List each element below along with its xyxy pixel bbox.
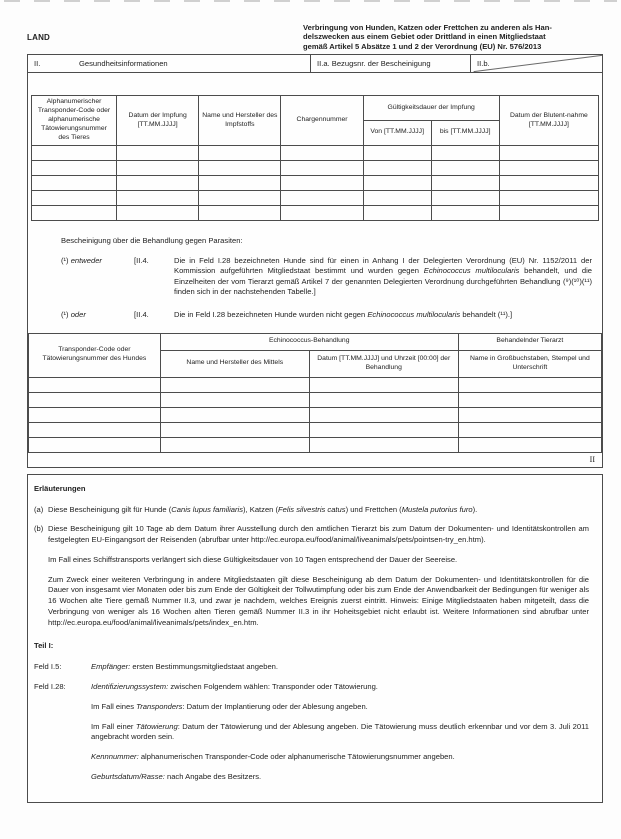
note-b-label: (b) <box>34 524 44 534</box>
empty-form-cell <box>199 160 281 175</box>
empty-form-cell <box>431 175 499 190</box>
text-run: behandelt (¹¹).] <box>460 310 513 320</box>
field-i5-label: Feld I.5: <box>34 662 62 672</box>
empty-form-cell <box>309 377 458 392</box>
empty-form-cell <box>499 175 598 190</box>
text-run: Identifizierungssystem: <box>91 682 169 692</box>
empty-form-cell <box>363 175 431 190</box>
field-i28-tattoo-note <box>91 722 589 744</box>
col-header-batch-number: Chargennummer <box>281 96 363 145</box>
text-run: (¹) <box>61 255 71 265</box>
field-i28-transponder-note <box>91 702 589 713</box>
text-run: (¹) <box>61 310 71 320</box>
empty-form-cell <box>281 175 363 190</box>
table-row <box>32 175 599 190</box>
part-i-heading: Teil I: <box>34 640 54 650</box>
entweder-field-ref: [II.4. <box>134 255 149 265</box>
text-run: Kennnummer: <box>91 752 139 762</box>
empty-form-cell <box>160 422 309 437</box>
text-run: Geburtsdatum/Rasse: <box>91 772 165 781</box>
section-ii-title-cell <box>28 55 310 72</box>
empty-form-cell <box>199 190 281 205</box>
table-row <box>29 392 602 407</box>
field-i28-text <box>91 682 589 693</box>
field-i28-birthdate-note <box>91 772 589 783</box>
empty-form-cell <box>458 392 601 407</box>
page-perforation-edge <box>4 0 617 2</box>
text-run: Diese Bescheinigung gilt 10 Tage ab dem Datum ihrer Ausstellung durch den amtlichen Tierarzt bis zum Datum der Dokumenten- und Identitätskontrollen am festgelegten EU-Eingangsort der Reisenden (abrufbar unter http://ec.europa.eu/food/animal/liveanimals/pets/pointsen-try_en.htm). <box>48 524 589 545</box>
section-ii-number: II. <box>34 59 41 69</box>
empty-form-cell <box>29 407 161 422</box>
note-a <box>34 505 589 516</box>
text-run: Tätowierung <box>135 721 178 731</box>
text-run: nach Angabe des Besitzers. <box>164 772 262 781</box>
text-run: Mustela putorius furo <box>401 504 473 514</box>
text-run: ). <box>472 504 478 514</box>
col-header-treatment-datetime: Datum [TT.MM.JJJJ] und Uhrzeit [00:00] der Behandlung <box>309 350 458 377</box>
text-run: Die in Feld I.28 bezeichneten Hunde sind für einen in Anhang I der Delegierten Verordnung (EU) Nr. 1152/2011 der Kommission aufgeführten Mitgliedstaat bestimmt und wurden gegen <box>174 255 592 276</box>
text-run: ersten Bestimmungsmitgliedstaat angeben. <box>130 662 279 672</box>
col-header-vet-group: Behandelnder Tierarzt <box>458 333 601 350</box>
empty-form-cell <box>281 160 363 175</box>
col-header-valid-from: Von [TT.MM.JJJJ] <box>363 121 431 146</box>
text-run: Echinococcus multilocularis <box>367 310 461 320</box>
oder-clause-text <box>174 310 592 321</box>
table-row <box>29 437 602 452</box>
text-run: zwischen Folgendem wählen: Transponder oder Tätowierung. <box>168 682 378 692</box>
parasite-treatment-heading: Bescheinigung über die Behandlung gegen Parasiten: <box>61 235 243 245</box>
text-run: ), Katzen ( <box>243 504 279 514</box>
section-ii-label: Gesundheitsinformationen <box>79 59 168 69</box>
vaccination-table <box>31 95 599 220</box>
empty-form-cell <box>458 437 601 452</box>
note-a-text <box>48 505 589 516</box>
empty-form-cell <box>32 145 117 160</box>
echinococcus-treatment-table <box>28 333 602 453</box>
note-b-text <box>48 524 589 546</box>
table-row <box>29 377 602 392</box>
col-header-vaccine-name: Name und Hersteller des Impfstoffs <box>199 96 281 145</box>
field-i28-row <box>34 682 589 693</box>
empty-form-cell <box>199 145 281 160</box>
note-a-label: (a) <box>34 504 44 514</box>
table-row <box>29 422 602 437</box>
empty-form-cell <box>160 407 309 422</box>
text-run: Im Fall einer <box>91 721 136 731</box>
diagonal-strike-line <box>471 55 602 72</box>
text-run: oder <box>70 310 86 320</box>
text-run: Im Fall eines Schiffstransports verlängert sich diese Gültigkeitsdauer von 10 Tagen entsprechend der Dauer der Seereise. <box>48 554 458 564</box>
section-iib-label: II.b. <box>477 59 490 69</box>
empty-form-cell <box>32 190 117 205</box>
section-iib-cell <box>470 55 602 72</box>
empty-form-cell <box>431 160 499 175</box>
table-row <box>29 407 602 422</box>
empty-form-cell <box>117 160 199 175</box>
empty-form-cell <box>29 437 161 452</box>
empty-form-cell <box>199 205 281 220</box>
empty-form-cell <box>499 190 598 205</box>
empty-form-cell <box>160 377 309 392</box>
empty-form-cell <box>363 205 431 220</box>
table-row <box>32 190 599 205</box>
document-title-line: delszwecken aus einem Gebiet oder Drittland in einen Mitgliedstaat <box>303 32 546 42</box>
field-i28-label: Feld I.28: <box>34 682 66 692</box>
treatment-table-group-header-row <box>29 333 602 350</box>
empty-form-cell <box>431 190 499 205</box>
note-b <box>34 524 589 546</box>
empty-form-cell <box>117 145 199 160</box>
text-run: : Datum der Implantierung oder der Ablesung angeben. <box>182 701 368 711</box>
empty-form-cell <box>309 422 458 437</box>
notes-box <box>27 474 603 803</box>
empty-form-cell <box>281 145 363 160</box>
text-run: Empfänger: <box>91 662 131 672</box>
text-run: alphanumerischen Transponder-Code oder alphanumerische Tätowierungsnummer angeben. <box>138 752 455 762</box>
oder-field-ref: [II.4. <box>134 310 149 320</box>
note-b-further-movement <box>48 575 589 629</box>
oder-marker <box>61 310 134 321</box>
document-title-line: Verbringung von Hunden, Katzen oder Frettchen zu anderen als Han- <box>303 23 552 32</box>
empty-form-cell <box>32 175 117 190</box>
vaccination-table-header-row <box>32 96 599 121</box>
table-row <box>32 160 599 175</box>
empty-form-cell <box>431 205 499 220</box>
col-header-transponder-code: Alphanumerischer Transponder-Code oder alphanumerische Tätowierungsnummer des Tieres <box>32 96 117 145</box>
text-run: Echinococcus multilocularis <box>423 266 520 276</box>
text-run: ) und Frettchen ( <box>345 504 402 514</box>
empty-form-cell <box>363 190 431 205</box>
table-row <box>32 145 599 160</box>
empty-form-cell <box>363 160 431 175</box>
empty-form-cell <box>458 377 601 392</box>
field-i5-row <box>34 662 589 673</box>
section-ii-box <box>27 54 603 467</box>
oder-clause <box>61 310 592 321</box>
notes-heading: Erläuterungen <box>34 483 86 493</box>
empty-form-cell <box>160 437 309 452</box>
empty-form-cell <box>499 205 598 220</box>
col-header-vet-name: Name in Großbuchstaben, Stempel und Unterschrift <box>458 350 601 377</box>
empty-form-cell <box>29 392 161 407</box>
col-header-valid-to: bis [TT.MM.JJJJ] <box>431 121 499 146</box>
empty-form-cell <box>29 422 161 437</box>
col-header-validity-group: Gültigkeitsdauer der Impfung <box>363 96 499 121</box>
empty-form-cell <box>309 437 458 452</box>
document-title <box>303 23 603 51</box>
document-title-line: gemäß Artikel 5 Absätze 1 und 2 der Verordnung (EU) Nr. 576/2013 <box>303 41 542 51</box>
empty-form-cell <box>117 205 199 220</box>
entweder-marker <box>61 256 134 299</box>
text-run: Transponders <box>136 701 183 711</box>
masthead <box>27 23 603 51</box>
entweder-clause <box>61 256 592 299</box>
col-header-vaccination-date: Datum der Impfung [TT.MM.JJJJ] <box>117 96 199 145</box>
empty-form-cell <box>160 392 309 407</box>
empty-form-cell <box>309 392 458 407</box>
text-run: entweder <box>70 255 102 265</box>
section-iia-reference-cell: II.a. Bezugsnr. der Bescheinigung <box>310 55 470 72</box>
empty-form-cell <box>458 422 601 437</box>
empty-form-cell <box>499 145 598 160</box>
empty-form-cell <box>199 175 281 190</box>
empty-form-cell <box>458 407 601 422</box>
col-header-product-name: Name und Hersteller des Mittels <box>160 350 309 377</box>
col-header-dog-transponder: Transponder-Code oder Tätowierungsnummer des Hundes <box>29 333 161 377</box>
text-run: Diese Bescheinigung gilt für Hunde ( <box>48 504 172 514</box>
empty-form-cell <box>431 145 499 160</box>
text-run: Zum Zweck einer weiteren Verbringung in andere Mitgliedstaaten gilt diese Bescheinigung ab dem Datum der Dokumenten- und Identitätskontrollen für die Dauer von insgesamt vier Monaten oder bis zum Ende der Gültigkeit der Tollwutimpfung oder bis zum Ende der Anwendbarkeit der Bedingungen für weniger als 16 Wochen alte Tiere gemäß Nummer II.3, und zwar je nachdem, welches Ereignis zuerst eintritt. Hinweis: Einige Mitgliedstaaten haben mitgeteilt, dass die Verbringung von weniger als 16 Wochen alten Tieren gemäß Nummer II.3 in ihr Hoheitsgebiet nicht erlaubt ist. Weitere Informationen sind abrufbar unter http://ec.europa.eu/food/animal/liveanimals/pets/index_en.htm. <box>48 574 589 627</box>
section-ii-header-row <box>28 55 602 73</box>
empty-form-cell <box>363 145 431 160</box>
entweder-clause-text <box>174 256 592 299</box>
text-run: behandelt, und die Einzelheiten der vom Tierarzt gemäß Artikel 7 der genannten Delegierten Verordnung durchgeführten Behandlung (⁹)(¹⁰)(¹¹) finden sich in der nachstehenden Tabelle.] <box>174 266 592 297</box>
empty-form-cell <box>32 205 117 220</box>
empty-form-cell <box>499 160 598 175</box>
col-header-echinococcus-group: Echinococcus-Behandlung <box>160 333 458 350</box>
empty-form-cell <box>29 377 161 392</box>
text-run: : Datum der Tätowierung und der Ablesung angeben. Die Tätowierung muss deutlich erkennbar und vor dem 3. Juli 2011 angebracht worden sein. <box>91 721 590 742</box>
vaccination-table-body <box>32 145 599 220</box>
note-b-ship-transport <box>48 555 589 566</box>
empty-form-cell <box>117 175 199 190</box>
table-row <box>32 205 599 220</box>
empty-form-cell <box>281 190 363 205</box>
field-i28-idnumber-note <box>91 752 589 763</box>
col-header-blood-sample-date: Datum der Blutent-nahme [TT.MM.JJJJ] <box>499 96 598 145</box>
text-run: Canis lupus familiaris <box>171 504 244 514</box>
empty-form-cell <box>32 160 117 175</box>
treatment-table-body <box>29 377 602 452</box>
empty-form-cell <box>309 407 458 422</box>
text-run: Im Fall eines <box>91 701 137 711</box>
section-end-marker: II <box>589 454 595 464</box>
field-i5-text <box>91 662 589 673</box>
text-run: Die in Feld I.28 bezeichneten Hunde wurden nicht gegen <box>174 310 368 320</box>
text-run: Felis silvestris catus <box>278 504 346 514</box>
empty-form-cell <box>281 205 363 220</box>
empty-form-cell <box>117 190 199 205</box>
land-label: LAND <box>27 33 51 42</box>
